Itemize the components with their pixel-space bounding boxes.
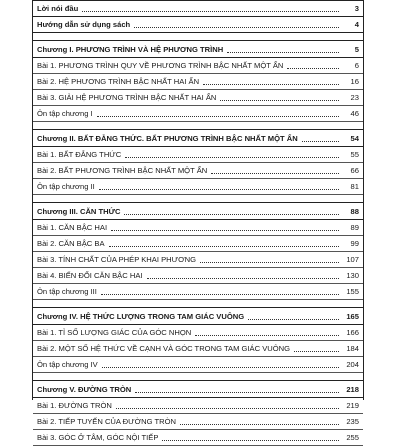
toc-page-number: 16 bbox=[350, 77, 359, 86]
dot-leader bbox=[147, 277, 340, 279]
toc-entry-label: Bài 3. GÓC Ở TÂM, GÓC NỘI TIẾP bbox=[37, 433, 159, 442]
toc-page-number: 130 bbox=[346, 271, 359, 280]
dot-leader bbox=[99, 188, 339, 190]
toc-page-number: 204 bbox=[346, 360, 359, 369]
toc-entry-label: Chương V. ĐƯỜNG TRÒN bbox=[37, 384, 132, 394]
toc-page-number: 166 bbox=[346, 328, 359, 337]
toc-entry-label: Bài 3. TÍNH CHẤT CỦA PHÉP KHAI PHƯƠNG bbox=[37, 255, 197, 264]
toc-chapter-row[interactable] bbox=[33, 203, 363, 220]
section-gap bbox=[33, 300, 363, 308]
toc-entry-label: Ôn tập chương II bbox=[37, 182, 95, 191]
toc-page-number: 255 bbox=[346, 433, 359, 442]
toc-entry-label: Ôn tập chương III bbox=[37, 287, 97, 296]
toc-entry-label: Chương IV. HỆ THỨC LƯỢNG TRONG TAM GIÁC VUÔNG bbox=[37, 311, 245, 321]
toc-chapter-row[interactable] bbox=[33, 41, 363, 58]
toc-entry-label: Bài 1. ĐƯỜNG TRÒN bbox=[37, 401, 112, 410]
toc-entry-row[interactable] bbox=[33, 284, 363, 300]
toc-entry-row[interactable] bbox=[33, 430, 363, 446]
toc-chapter-row[interactable] bbox=[33, 308, 363, 325]
toc-entry-label: Chương II. BẤT ĐẲNG THỨC. BẤT PHƯƠNG TRÌNH BẬC NHẤT MỘT ẨN bbox=[37, 133, 298, 143]
dot-leader bbox=[109, 245, 339, 247]
toc-entry-row[interactable] bbox=[33, 179, 363, 195]
toc-entry-row[interactable] bbox=[33, 147, 363, 163]
toc-entry-label: Lời nói đầu bbox=[37, 4, 79, 13]
toc-page-number: 99 bbox=[350, 239, 359, 248]
dot-leader bbox=[180, 423, 339, 425]
toc-page-number: 219 bbox=[346, 401, 359, 410]
toc-entry-label: Chương III. CĂN THỨC bbox=[37, 206, 121, 216]
toc-entry-label: Bài 1. TỈ SỐ LƯỢNG GIÁC CỦA GÓC NHỌN bbox=[37, 328, 192, 337]
toc-chapter-row[interactable] bbox=[33, 130, 363, 147]
toc-page-number: 4 bbox=[354, 20, 359, 29]
dot-leader bbox=[248, 318, 339, 320]
dot-leader bbox=[125, 156, 339, 158]
toc-entry-label: Bài 2. HỆ PHƯƠNG TRÌNH BẬC NHẤT HAI ẨN bbox=[37, 77, 200, 86]
toc-entry-row[interactable] bbox=[33, 268, 363, 284]
toc-entry-row[interactable] bbox=[33, 106, 363, 122]
dot-leader bbox=[302, 140, 339, 142]
toc-page-number: 23 bbox=[350, 93, 359, 102]
toc-entry-row[interactable] bbox=[33, 325, 363, 341]
toc-entry-label: Bài 1. BẤT ĐẲNG THỨC bbox=[37, 150, 122, 159]
toc-page-number: 66 bbox=[350, 166, 359, 175]
dot-leader bbox=[200, 261, 339, 263]
dot-leader bbox=[203, 83, 339, 85]
dot-leader bbox=[195, 334, 339, 336]
toc-entry-label: Bài 2. TIẾP TUYẾN CỦA ĐƯỜNG TRÒN bbox=[37, 417, 177, 426]
section-gap bbox=[33, 195, 363, 203]
dot-leader bbox=[294, 350, 339, 352]
table-of-contents bbox=[32, 0, 364, 442]
toc-entry-row[interactable] bbox=[33, 398, 363, 414]
dot-leader bbox=[211, 172, 339, 174]
toc-page-number: 46 bbox=[350, 109, 359, 118]
toc-entry-row[interactable] bbox=[33, 74, 363, 90]
dot-leader bbox=[162, 439, 339, 441]
dot-leader bbox=[102, 366, 339, 368]
dot-leader bbox=[134, 26, 339, 28]
toc-entry-row[interactable] bbox=[33, 58, 363, 74]
toc-chapter-row[interactable] bbox=[33, 381, 363, 398]
toc-entry-row[interactable] bbox=[33, 163, 363, 179]
toc-entry-label: Chương I. PHƯƠNG TRÌNH VÀ HỆ PHƯƠNG TRÌNH bbox=[37, 44, 224, 54]
toc-entry-label: Bài 1. PHƯƠNG TRÌNH QUY VỀ PHƯƠNG TRÌNH BẬC NHẤT MỘT ẨN bbox=[37, 61, 284, 70]
toc-entry-label: Bài 1. CĂN BẬC HAI bbox=[37, 223, 108, 232]
section-gap bbox=[33, 373, 363, 381]
toc-entry-label: Bài 2. BẤT PHƯƠNG TRÌNH BẬC NHẤT MỘT ẨN bbox=[37, 166, 208, 175]
toc-entry-label: Bài 2. MỘT SỐ HỆ THỨC VỀ CẠNH VÀ GÓC TRONG TAM GIÁC VUÔNG bbox=[37, 344, 291, 353]
toc-page-number: 5 bbox=[354, 44, 359, 54]
toc-entry-label: Bài 4. BIẾN ĐỔI CĂN BẬC HAI bbox=[37, 271, 143, 280]
toc-page-number: 218 bbox=[346, 384, 359, 394]
toc-entry-label: Ôn tập chương I bbox=[37, 109, 93, 118]
dot-leader bbox=[287, 67, 339, 69]
section-gap bbox=[33, 122, 363, 130]
toc-entry-row[interactable] bbox=[33, 0, 363, 17]
toc-entry-row[interactable] bbox=[33, 414, 363, 430]
toc-entry-row[interactable] bbox=[33, 357, 363, 373]
toc-entry-row[interactable] bbox=[33, 236, 363, 252]
toc-page-number: 54 bbox=[350, 133, 359, 143]
toc-page-number: 81 bbox=[350, 182, 359, 191]
toc-entry-row[interactable] bbox=[33, 220, 363, 236]
toc-page-number: 107 bbox=[346, 255, 359, 264]
toc-page-number: 88 bbox=[350, 206, 359, 216]
toc-entry-label: Bài 2. CĂN BẬC BA bbox=[37, 239, 105, 248]
toc-entry-label: Ôn tập chương IV bbox=[37, 360, 98, 369]
toc-page-number: 3 bbox=[354, 4, 359, 13]
dot-leader bbox=[116, 407, 339, 409]
toc-page-number: 165 bbox=[346, 311, 359, 321]
dot-leader bbox=[111, 229, 339, 231]
dot-leader bbox=[97, 115, 339, 117]
toc-entry-row[interactable] bbox=[33, 17, 363, 33]
toc-page-number: 89 bbox=[350, 223, 359, 232]
toc-entry-row[interactable] bbox=[33, 252, 363, 268]
dot-leader bbox=[101, 293, 339, 295]
toc-page-number: 55 bbox=[350, 150, 359, 159]
toc-page-number: 184 bbox=[346, 344, 359, 353]
toc-page-number: 6 bbox=[354, 61, 359, 70]
dot-leader bbox=[124, 213, 339, 215]
section-gap bbox=[33, 33, 363, 41]
toc-entry-row[interactable] bbox=[33, 90, 363, 106]
toc-entry-row[interactable] bbox=[33, 341, 363, 357]
toc-page-number: 155 bbox=[346, 287, 359, 296]
toc-entry-label: Hướng dẫn sử dụng sách bbox=[37, 20, 131, 29]
dot-leader bbox=[135, 391, 339, 393]
dot-leader bbox=[227, 51, 339, 53]
dot-leader bbox=[220, 99, 339, 101]
toc-page-number: 235 bbox=[346, 417, 359, 426]
toc-entry-label: Bài 3. GIẢI HỆ PHƯƠNG TRÌNH BẬC NHẤT HAI ẨN bbox=[37, 93, 217, 102]
dot-leader bbox=[82, 10, 339, 12]
